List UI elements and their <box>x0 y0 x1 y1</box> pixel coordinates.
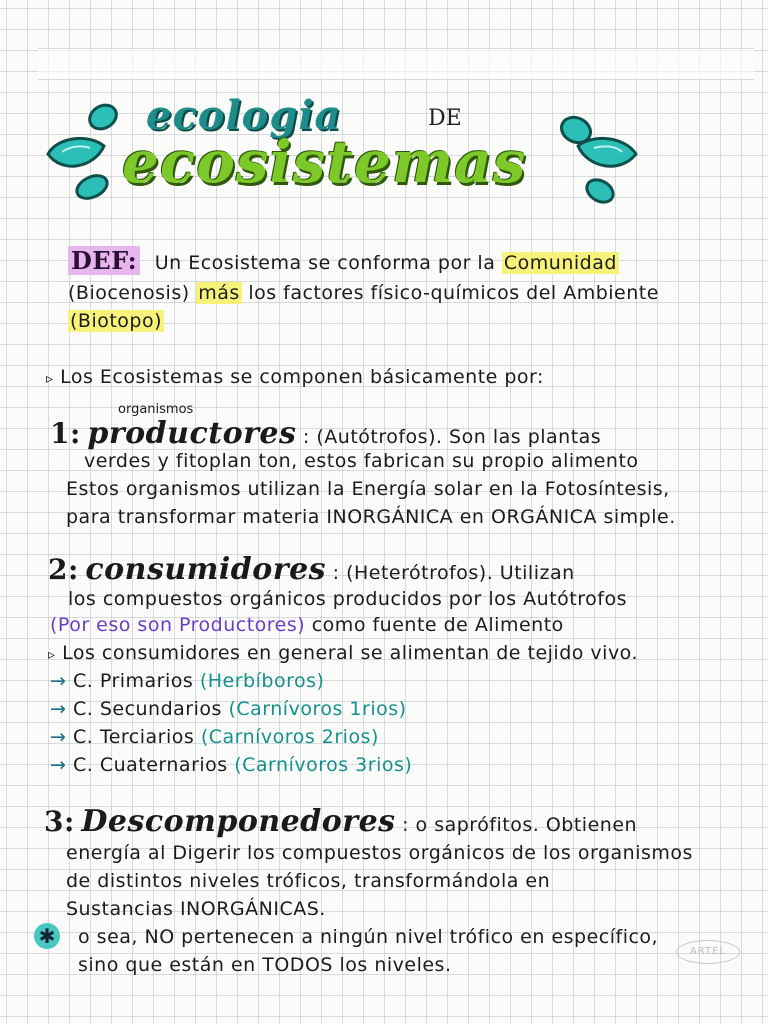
consumer-type-detail: (Carnívoros 3rios) <box>234 754 413 776</box>
descomponedores-line-1: : o saprófitos. Obtienen <box>402 814 638 836</box>
productores-line-2: verdes y fitoplan ton, estos fabrican su propio alimento <box>84 450 639 472</box>
title-de: DE <box>428 106 462 131</box>
brand-stamp-logo: ARTEL <box>676 940 740 964</box>
definition-text-1: Un Ecosistema se conforma por la <box>154 252 496 274</box>
consumer-type-label: C. Primarios <box>72 670 194 692</box>
page-top-strip <box>38 48 754 80</box>
arrow-right-icon: → <box>50 698 67 720</box>
arrow-right-icon: → <box>50 670 67 692</box>
drop-icon-left-bottom <box>72 172 112 202</box>
highlight-mas: más <box>198 282 240 304</box>
consumer-type-label: C. Cuaternarios <box>72 754 228 776</box>
consumer-type-item <box>50 754 412 776</box>
definition-line-3 <box>68 310 164 332</box>
descomponedores-line-2: energía al Digerir los compuestos orgánicos de los organismos <box>66 842 693 864</box>
consumer-type-item <box>50 670 324 692</box>
consumidores-line-1: : (Heterótrofos). Utilizan <box>332 562 575 584</box>
definition-line-1 <box>68 246 619 275</box>
productores-number: 1: <box>50 417 81 450</box>
title-ecologia: ecologia <box>146 92 342 139</box>
highlight-comunidad: Comunidad <box>503 252 617 274</box>
triangle-bullet-icon: ▹ <box>48 647 56 663</box>
arrow-right-icon: → <box>50 726 67 748</box>
definition-label: DEF: <box>68 246 140 275</box>
note-organismos: organismos <box>118 402 194 417</box>
consumidores-purple-note: (Por eso son Productores) <box>50 614 306 636</box>
arrow-right-icon: → <box>50 754 67 776</box>
drop-icon-right-mid <box>574 132 640 176</box>
definition-text-2b: los factores físico-químicos del Ambiente <box>248 282 659 304</box>
highlight-biotopo: (Biotopo) <box>70 310 163 332</box>
consumidores-line-4 <box>48 642 638 664</box>
descomponedores-line-5: o sea, NO pertenecen a ningún nivel trófico en específico, <box>78 926 659 948</box>
descomponedores-heading: Descomponedores <box>81 804 396 839</box>
consumidores-heading-line <box>48 552 575 587</box>
consumidores-heading: consumidores <box>85 552 327 587</box>
drop-icon-right-bottom <box>582 176 618 206</box>
intro-line <box>46 366 544 388</box>
productores-line-4: para transformar materia INORGÁNICA en ORGÁNICA simple. <box>66 506 676 528</box>
productores-line-1: : (Autótrofos). Son las plantas <box>302 426 602 448</box>
consumer-type-detail: (Herbíboros) <box>199 670 325 692</box>
descomponedores-line-4: Sustancias INORGÁNICAS. <box>66 898 326 920</box>
productores-heading-line <box>50 416 601 451</box>
consumidores-number: 2: <box>48 553 79 586</box>
consumer-type-label: C. Terciarios <box>72 726 195 748</box>
descomponedores-heading-line <box>44 804 637 839</box>
title-ecosistemas: ecosistemas <box>122 128 527 196</box>
consumidores-line-3 <box>50 614 564 636</box>
drop-icon-left-top <box>86 100 120 134</box>
consumer-type-item <box>50 726 379 748</box>
consumidores-line-2: los compuestos orgánicos producidos por los Autótrofos <box>68 588 627 610</box>
definition-line-2 <box>68 282 659 304</box>
triangle-bullet-icon: ▹ <box>46 371 54 387</box>
intro-text: Los Ecosistemas se componen básicamente por: <box>60 366 544 388</box>
consumidores-line-3b: como fuente de Alimento <box>311 614 564 636</box>
consumer-type-detail: (Carnívoros 1rios) <box>228 698 407 720</box>
descomponedores-line-3: de distintos niveles tróficos, transformándola en <box>66 870 551 892</box>
descomponedores-number: 3: <box>44 805 75 838</box>
drop-icon-left-mid <box>44 132 108 176</box>
definition-text-2a: (Biocenosis) <box>68 282 190 304</box>
consumer-type-label: C. Secundarios <box>72 698 222 720</box>
productores-line-3: Estos organismos utilizan la Energía solar en la Fotosíntesis, <box>66 478 670 500</box>
descomponedores-line-6: sino que están en TODOS los niveles. <box>78 954 452 976</box>
consumidores-line-4-text: Los consumidores en general se alimentan de tejido vivo. <box>62 642 639 664</box>
productores-heading: productores <box>87 416 297 451</box>
asterisk-icon: ✱ <box>34 923 60 949</box>
consumer-type-item <box>50 698 407 720</box>
consumer-type-detail: (Carnívoros 2rios) <box>200 726 379 748</box>
